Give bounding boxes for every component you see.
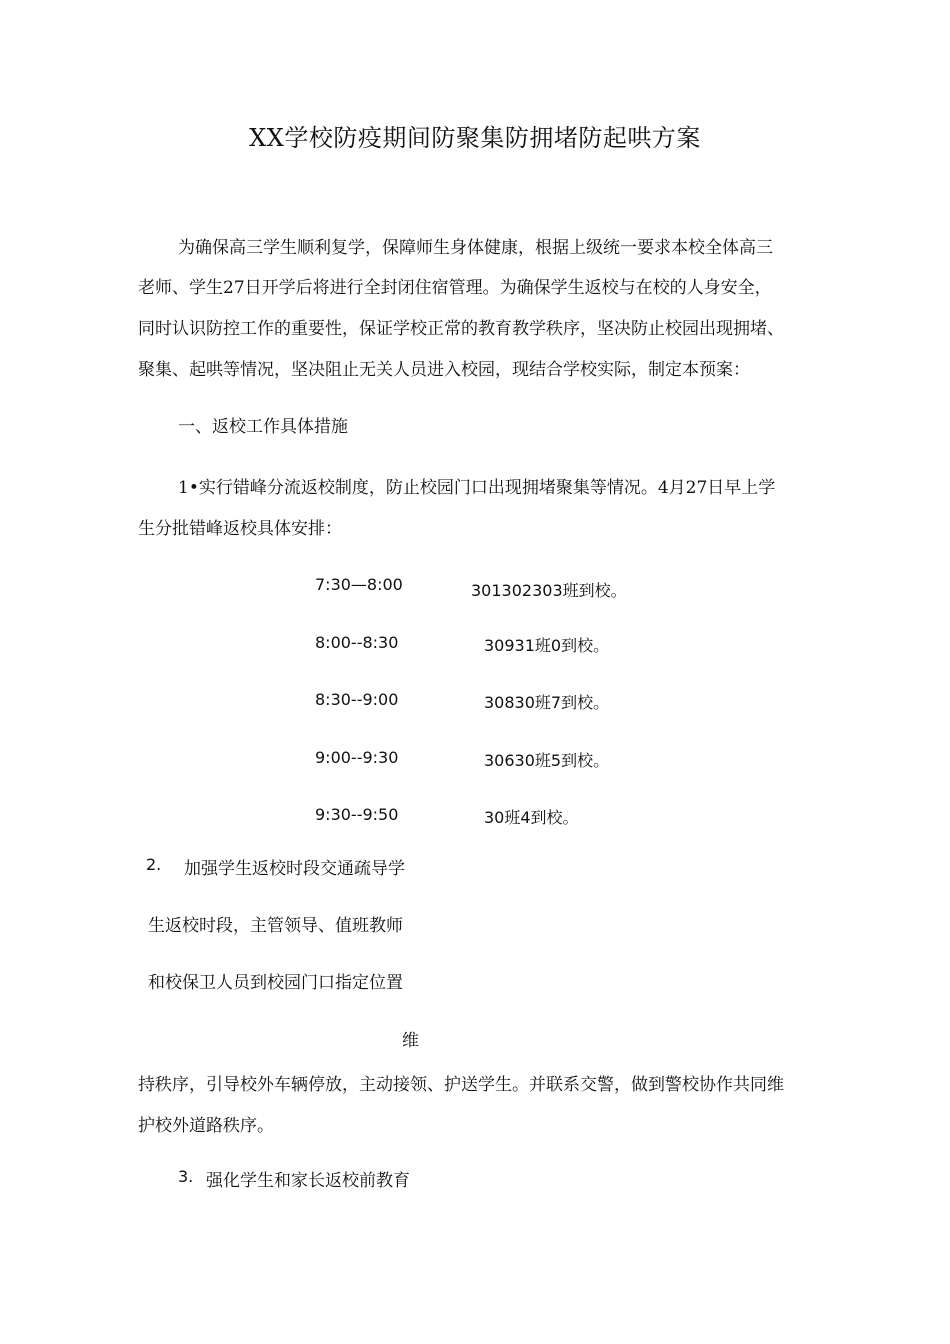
intro-line-3: 同时认识防控工作的重要性，保证学校正常的教育教学秩序，坚决防止校园出现拥堵、 xyxy=(138,319,784,339)
schedule-classes: 30班4到校。 xyxy=(484,808,579,827)
item3-number: 3. xyxy=(178,1167,194,1186)
item3-title: 强化学生和家长返校前教育 xyxy=(206,1171,410,1191)
schedule-time: 9:30--9:50 xyxy=(315,805,399,824)
section-heading: 一、返校工作具体措施 xyxy=(178,417,348,437)
schedule-classes: 30630班5到校。 xyxy=(484,751,610,770)
item2-line: 维 xyxy=(402,1031,419,1051)
document-title: XX学校防疫期间防聚集防拥堵防起哄方案 xyxy=(249,124,701,152)
item2-number: 2. xyxy=(146,855,162,874)
intro-line-4: 聚集、起哄等情况，坚决阻止无关人员进入校园，现结合学校实际，制定本预案： xyxy=(138,360,750,380)
item2-continued-line-2: 护校外道路秩序。 xyxy=(138,1116,274,1136)
item2-continued-line-1: 持秩序，引导校外车辆停放，主动接领、护送学生。并联系交警，做到警校协作共同维 xyxy=(138,1075,784,1095)
item1-line-1: 1•实行错峰分流返校制度，防止校园门口出现拥堵聚集等情况。4月27日早上学 xyxy=(178,478,776,498)
schedule-time: 8:00--8:30 xyxy=(315,633,399,652)
schedule-classes: 30830班7到校。 xyxy=(484,693,610,712)
intro-line-2: 老师、学生27日开学后将进行全封闭住宿管理。为确保学生返校与在校的人身安全， xyxy=(138,278,772,298)
schedule-time: 8:30--9:00 xyxy=(315,690,399,709)
item2-line: 生返校时段，主管领导、值班教师 xyxy=(148,916,403,936)
schedule-time: 7:30—8:00 xyxy=(315,575,403,594)
item2-line: 和校保卫人员到校园门口指定位置 xyxy=(148,973,403,993)
item1-line-2: 生分批错峰返校具体安排： xyxy=(138,519,342,539)
intro-line-1: 为确保高三学生顺利复学，保障师生身体健康，根据上级统一要求本校全体高三 xyxy=(178,238,773,258)
schedule-time: 9:00--9:30 xyxy=(315,748,399,767)
schedule-classes: 301302303班到校。 xyxy=(471,581,627,600)
item2-title: 加强学生返校时段交通疏导学 xyxy=(184,859,405,879)
schedule-classes: 30931班0到校。 xyxy=(484,636,610,655)
